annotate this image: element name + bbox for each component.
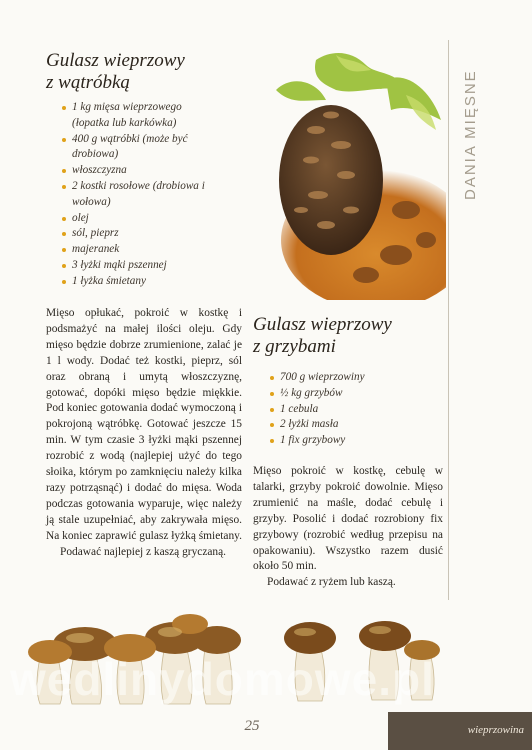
ingredient-item: 1 łyżka śmietany — [62, 274, 212, 290]
footer-tab — [388, 712, 532, 750]
recipe-2-title — [253, 314, 443, 358]
section-title: DANIA MIĘSNE — [462, 69, 479, 200]
recipe-1-title — [46, 50, 256, 94]
ingredient-item: majeranek — [62, 242, 212, 258]
ingredient-item: olej — [62, 211, 212, 227]
instruction-paragraph: Mięso opłukać, pokroić w kostkę i podsmażyć na małej ilości oleju. Gdy mięso będzie dobrze zrumienione, zalać je 1 l wody. Dodać też kostki, pieprz, sól oraz obraną i umytą włoszczyznę, gotować, dopóki mięso będzie miękkie. Pod koniec gotowania dodać wymoczoną i pokrojoną wątróbkę. Gotować jeszcze 15 min. W tym czasie 3 łyżki mąki pszennej rozrobić z wodą (najlepiej użyć do tego słoika, którym po zamknięciu należy kilka razy potrząsnąć) i dodać do mięsa. Woda podczas gotowania wyparuje, więc należy ją stale uzupełniać, aby zakrywała mięso. Na koniec zaprawić gulasz łyżką śmietany. — [46, 307, 242, 542]
footer-label: wieprzowina — [467, 724, 524, 736]
ingredient-item: 1 cebula — [270, 402, 440, 418]
recipe-2-ingredients — [270, 370, 440, 449]
watermark: wedlinydomowe.pl — [10, 653, 435, 705]
recipe-2-title-line1: Gulasz wieprzowy — [253, 314, 392, 335]
ingredient-item: 2 łyżki masła — [270, 417, 440, 433]
instruction-paragraph: Mięso pokroić w kostkę, cebulę w talarki, grzyby pokroić dowolnie. Mięso zrumienić na maśle, dodać cebulę i grzyby. Posolić i dodać rozrobiony fix grzybowy (rozrobić według przepisu na opakowaniu). Wszystko razem dusić około 50 min. — [253, 465, 443, 573]
side-divider — [448, 40, 449, 600]
recipe-1-title-line2: z wątróbką — [46, 72, 130, 93]
ingredient-item: 700 g wieprzowiny — [270, 370, 440, 386]
ingredient-item: 2 kostki rosołowe (drobiowa i wołowa) — [62, 179, 212, 211]
recipe-1-title-line1: Gulasz wieprzowy — [46, 50, 185, 71]
page-number: 25 — [244, 718, 260, 734]
serving-suggestion: Podawać najlepiej z kaszą gryczaną. — [60, 545, 227, 558]
recipe-1-instructions — [46, 306, 242, 561]
ingredient-item: ½ kg grzybów — [270, 386, 440, 402]
ingredient-item: 1 kg mięsa wieprzowego (łopatka lub karkówka) — [62, 100, 212, 132]
ingredient-item: 400 g wątróbki (może być drobiowa) — [62, 132, 212, 164]
ingredient-item: 1 fix grzybowy — [270, 433, 440, 449]
recipe-1-ingredients — [62, 100, 212, 290]
goulash-photo — [256, 50, 446, 300]
recipe-2-instructions — [253, 464, 443, 591]
ingredient-item: 3 łyżki mąki pszennej — [62, 258, 212, 274]
ingredient-item: sól, pieprz — [62, 226, 212, 242]
recipe-2-title-line2: z grzybami — [253, 336, 336, 357]
serving-suggestion: Podawać z ryżem lub kaszą. — [267, 576, 396, 589]
ingredient-item: włoszczyzna — [62, 163, 212, 179]
